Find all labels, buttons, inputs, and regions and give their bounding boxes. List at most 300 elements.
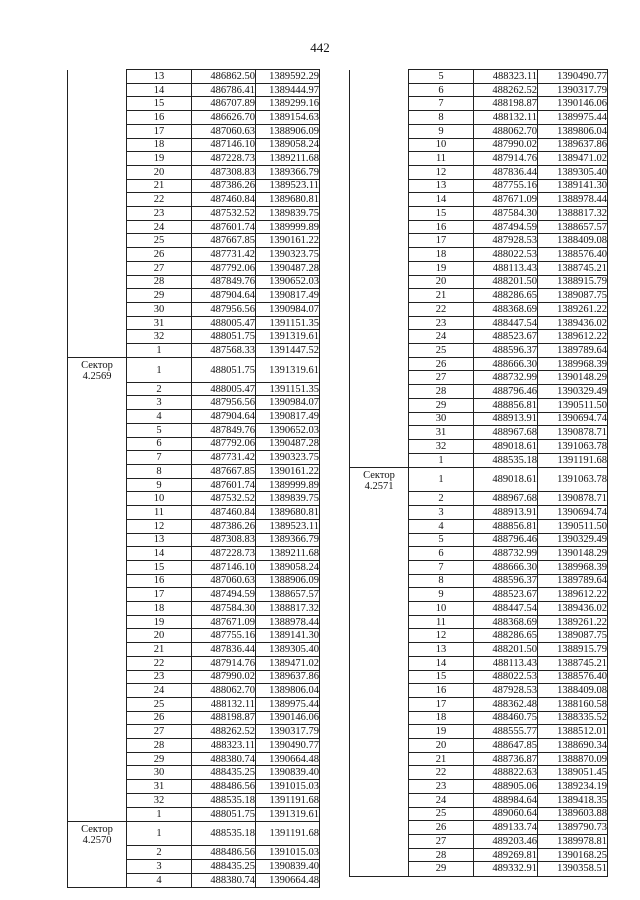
y-coordinate-cell: 1390487.28 [256,261,320,275]
x-coordinate-cell: 487228.73 [192,547,256,561]
table-row [68,316,320,330]
x-coordinate-cell: 487494.59 [192,588,256,602]
y-coordinate-cell: 1391015.03 [256,846,320,860]
sector-cell [350,848,409,862]
x-coordinate-cell: 487308.83 [192,533,256,547]
x-coordinate-cell: 487532.52 [192,492,256,506]
table-row [350,533,608,547]
y-coordinate-cell: 1389806.04 [256,684,320,698]
x-coordinate-cell: 487671.09 [474,193,538,207]
x-coordinate-cell: 487956.56 [192,302,256,316]
point-number-cell: 8 [409,574,474,588]
y-coordinate-cell: 1389211.68 [256,547,320,561]
point-number-cell: 26 [127,711,192,725]
sector-cell [350,766,409,780]
table-row [68,138,320,152]
point-number-cell: 22 [127,656,192,670]
point-number-cell: 15 [127,560,192,574]
table-row [350,111,608,125]
point-number-cell: 25 [127,234,192,248]
table-row [68,697,320,711]
x-coordinate-cell: 486707.89 [192,97,256,111]
y-coordinate-cell: 1391191.68 [256,793,320,807]
y-coordinate-cell: 1389999.89 [256,220,320,234]
point-number-cell: 1 [127,807,192,821]
point-number-cell: 13 [127,533,192,547]
table-row [68,821,320,846]
table-row [350,615,608,629]
sector-cell [350,656,409,670]
sector-cell [350,207,409,221]
x-coordinate-cell: 488113.43 [474,261,538,275]
sector-cell [68,588,127,602]
sector-cell [68,492,127,506]
x-coordinate-cell: 487731.42 [192,248,256,262]
point-number-cell: 28 [127,275,192,289]
sector-cell [350,275,409,289]
x-coordinate-cell: 487914.76 [192,656,256,670]
sector-cell [68,574,127,588]
y-coordinate-cell: 1388906.09 [256,124,320,138]
sector-cell [68,261,127,275]
x-coordinate-cell: 488362.48 [474,697,538,711]
y-coordinate-cell: 1388978.44 [538,193,608,207]
x-coordinate-cell: 488856.81 [474,519,538,533]
y-coordinate-cell: 1390148.29 [538,547,608,561]
x-coordinate-cell: 487601.74 [192,220,256,234]
sector-cell [350,547,409,561]
point-number-cell: 9 [127,478,192,492]
point-number-cell: 10 [409,602,474,616]
table-row [68,478,320,492]
y-coordinate-cell: 1389523.11 [256,179,320,193]
sector-cell [350,725,409,739]
table-row [350,344,608,358]
point-number-cell: 28 [409,848,474,862]
table-row [350,439,608,453]
x-coordinate-cell: 487755.16 [192,629,256,643]
sector-cell [68,111,127,125]
table-row [68,725,320,739]
table-row [68,165,320,179]
sector-cell [350,371,409,385]
y-coordinate-cell: 1390664.48 [256,873,320,887]
y-coordinate-cell: 1389680.81 [256,193,320,207]
table-row [68,451,320,465]
table-row [68,152,320,166]
x-coordinate-cell: 488523.67 [474,330,538,344]
point-number-cell: 23 [127,207,192,221]
y-coordinate-cell: 1389211.68 [256,152,320,166]
table-row [68,124,320,138]
table-row [68,766,320,780]
sector-cell [350,220,409,234]
sector-cell [350,385,409,399]
point-number-cell: 10 [409,138,474,152]
x-coordinate-cell: 488022.53 [474,248,538,262]
sector-cell [68,846,127,860]
point-number-cell: 16 [409,684,474,698]
x-coordinate-cell: 488201.50 [474,643,538,657]
sector-cell [350,412,409,426]
sector-cell [350,398,409,412]
table-row [350,752,608,766]
x-coordinate-cell: 487532.52 [192,207,256,221]
table-row [350,697,608,711]
point-number-cell: 32 [409,439,474,453]
y-coordinate-cell: 1390146.06 [538,97,608,111]
table-row [68,220,320,234]
point-number-cell: 5 [409,533,474,547]
y-coordinate-cell: 1389637.86 [256,670,320,684]
y-coordinate-cell: 1390984.07 [256,396,320,410]
table-row [68,207,320,221]
y-coordinate-cell: 1388745.21 [538,656,608,670]
sector-cell [68,793,127,807]
table-row [350,138,608,152]
y-coordinate-cell: 1389087.75 [538,289,608,303]
sector-cell [68,289,127,303]
sector-cell [68,670,127,684]
point-number-cell: 28 [127,739,192,753]
point-number-cell: 17 [127,588,192,602]
y-coordinate-cell: 1390317.79 [256,725,320,739]
table-row [68,437,320,451]
table-row [350,739,608,753]
point-number-cell: 20 [409,275,474,289]
sector-cell [68,396,127,410]
y-coordinate-cell: 1388817.32 [256,602,320,616]
x-coordinate-cell: 488380.74 [192,752,256,766]
y-coordinate-cell: 1389592.29 [256,70,320,84]
x-coordinate-cell: 488435.25 [192,859,256,873]
table-row [68,330,320,344]
sector-cell: Сектор 4.2569 [68,358,127,383]
y-coordinate-cell: 1391151.35 [256,382,320,396]
y-coordinate-cell: 1389305.40 [256,643,320,657]
point-number-cell: 18 [409,248,474,262]
y-coordinate-cell: 1388745.21 [538,261,608,275]
point-number-cell: 31 [127,780,192,794]
x-coordinate-cell: 487904.64 [192,410,256,424]
x-coordinate-cell: 488913.91 [474,412,538,426]
sector-cell [350,684,409,698]
table-row [68,111,320,125]
sector-cell [350,234,409,248]
y-coordinate-cell: 1389234.19 [538,780,608,794]
x-coordinate-cell: 487792.06 [192,261,256,275]
sector-cell [68,179,127,193]
y-coordinate-cell: 1390168.25 [538,848,608,862]
point-number-cell: 2 [409,492,474,506]
x-coordinate-cell: 488535.18 [192,793,256,807]
y-coordinate-cell: 1391447.52 [256,344,320,358]
sector-cell [350,70,409,84]
point-number-cell: 23 [409,316,474,330]
y-coordinate-cell: 1388870.09 [538,752,608,766]
x-coordinate-cell: 488736.87 [474,752,538,766]
point-number-cell: 30 [409,412,474,426]
point-number-cell: 3 [127,859,192,873]
x-coordinate-cell: 488368.69 [474,302,538,316]
point-number-cell: 9 [409,588,474,602]
sector-cell [350,248,409,262]
sector-cell [68,859,127,873]
table-row [350,426,608,440]
y-coordinate-cell: 1390878.71 [538,426,608,440]
sector-cell [350,124,409,138]
table-row [68,859,320,873]
y-coordinate-cell: 1388906.09 [256,574,320,588]
sector-cell [68,70,127,84]
point-number-cell: 27 [127,725,192,739]
y-coordinate-cell: 1390878.71 [538,492,608,506]
x-coordinate-cell: 488323.11 [474,70,538,84]
y-coordinate-cell: 1390329.49 [538,533,608,547]
table-row [350,152,608,166]
sector-cell [68,330,127,344]
point-number-cell: 21 [409,289,474,303]
table-row [350,385,608,399]
y-coordinate-cell: 1389418.35 [538,793,608,807]
table-row [350,234,608,248]
x-coordinate-cell: 487836.44 [474,165,538,179]
x-coordinate-cell: 487060.63 [192,124,256,138]
sector-cell [68,615,127,629]
x-coordinate-cell: 488286.65 [474,629,538,643]
table-row [350,848,608,862]
point-number-cell: 19 [127,615,192,629]
x-coordinate-cell: 488447.54 [474,316,538,330]
x-coordinate-cell: 487928.53 [474,234,538,248]
y-coordinate-cell: 1389436.02 [538,316,608,330]
sector-cell [68,506,127,520]
x-coordinate-cell: 487755.16 [474,179,538,193]
y-coordinate-cell: 1389637.86 [538,138,608,152]
sector-cell [350,261,409,275]
x-coordinate-cell: 488132.11 [192,697,256,711]
sector-cell [350,344,409,358]
x-coordinate-cell: 488198.87 [474,97,538,111]
table-row [350,165,608,179]
table-row [350,574,608,588]
table-row [68,560,320,574]
table-row [350,711,608,725]
sector-cell [350,83,409,97]
table-row [68,410,320,424]
y-coordinate-cell: 1388576.40 [538,248,608,262]
table-row [350,275,608,289]
x-coordinate-cell: 488913.91 [474,506,538,520]
point-number-cell: 7 [127,451,192,465]
sector-cell [68,752,127,766]
y-coordinate-cell: 1390161.22 [256,464,320,478]
sector-cell [350,330,409,344]
y-coordinate-cell: 1389471.02 [538,152,608,166]
y-coordinate-cell: 1389366.79 [256,533,320,547]
sector-cell [68,464,127,478]
table-row [68,547,320,561]
x-coordinate-cell: 488447.54 [474,602,538,616]
point-number-cell: 1 [127,344,192,358]
y-coordinate-cell: 1389789.64 [538,344,608,358]
sector-cell [350,739,409,753]
table-row [350,862,608,876]
y-coordinate-cell: 1391063.78 [538,439,608,453]
x-coordinate-cell: 489203.46 [474,834,538,848]
point-number-cell: 20 [127,165,192,179]
y-coordinate-cell: 1389141.30 [538,179,608,193]
y-coordinate-cell: 1391191.68 [256,821,320,846]
x-coordinate-cell: 488132.11 [474,111,538,125]
table-row [350,467,608,492]
sector-cell [350,138,409,152]
x-coordinate-cell: 488732.99 [474,547,538,561]
sector-cell [350,780,409,794]
point-number-cell: 14 [409,193,474,207]
y-coordinate-cell: 1390817.49 [256,289,320,303]
sector-cell [68,165,127,179]
point-number-cell: 15 [409,670,474,684]
point-number-cell: 24 [127,684,192,698]
point-number-cell: 7 [409,560,474,574]
sector-cell [350,533,409,547]
coordinates-table-left [67,69,320,888]
table-row [68,602,320,616]
x-coordinate-cell: 487228.73 [192,152,256,166]
table-row [350,602,608,616]
y-coordinate-cell: 1389978.81 [538,834,608,848]
y-coordinate-cell: 1388409.08 [538,234,608,248]
y-coordinate-cell: 1389051.45 [538,766,608,780]
y-coordinate-cell: 1388576.40 [538,670,608,684]
point-number-cell: 24 [127,220,192,234]
table-row [350,684,608,698]
y-coordinate-cell: 1391151.35 [256,316,320,330]
point-number-cell: 13 [127,70,192,84]
point-number-cell: 8 [127,464,192,478]
x-coordinate-cell: 487667.85 [192,234,256,248]
sector-cell [350,316,409,330]
sector-cell [68,807,127,821]
table-row [350,83,608,97]
table-row [350,725,608,739]
y-coordinate-cell: 1391319.61 [256,330,320,344]
x-coordinate-cell: 488856.81 [474,398,538,412]
point-number-cell: 17 [409,234,474,248]
point-number-cell: 30 [127,766,192,780]
x-coordinate-cell: 488051.75 [192,358,256,383]
sector-cell [350,834,409,848]
point-number-cell: 17 [409,697,474,711]
point-number-cell: 27 [409,834,474,848]
sector-cell [68,124,127,138]
sector-cell [68,478,127,492]
point-number-cell: 12 [409,165,474,179]
y-coordinate-cell: 1388409.08 [538,684,608,698]
y-coordinate-cell: 1390664.48 [256,752,320,766]
x-coordinate-cell: 487386.26 [192,519,256,533]
x-coordinate-cell: 487460.84 [192,506,256,520]
x-coordinate-cell: 488051.75 [192,807,256,821]
y-coordinate-cell: 1389261.22 [538,302,608,316]
sector-cell [68,519,127,533]
sector-cell [350,560,409,574]
point-number-cell: 25 [409,344,474,358]
point-number-cell: 17 [127,124,192,138]
y-coordinate-cell: 1389789.64 [538,574,608,588]
y-coordinate-cell: 1389975.44 [538,111,608,125]
table-row [350,302,608,316]
y-coordinate-cell: 1390323.75 [256,248,320,262]
y-coordinate-cell: 1391063.78 [538,467,608,492]
y-coordinate-cell: 1390358.51 [538,862,608,876]
point-number-cell: 13 [409,643,474,657]
point-number-cell: 21 [409,752,474,766]
x-coordinate-cell: 489060.64 [474,807,538,821]
point-number-cell: 4 [127,410,192,424]
y-coordinate-cell: 1390694.74 [538,506,608,520]
point-number-cell: 13 [409,179,474,193]
x-coordinate-cell: 489133.74 [474,821,538,835]
x-coordinate-cell: 488796.46 [474,533,538,547]
table-row [68,234,320,248]
y-coordinate-cell: 1390329.49 [538,385,608,399]
y-coordinate-cell: 1390487.28 [256,437,320,451]
sector-cell [350,711,409,725]
sector-cell [350,643,409,657]
sector-cell [350,697,409,711]
x-coordinate-cell: 487146.10 [192,560,256,574]
y-coordinate-cell: 1389806.04 [538,124,608,138]
sector-cell [68,725,127,739]
y-coordinate-cell: 1388915.79 [538,275,608,289]
sector-cell [350,152,409,166]
table-row [350,766,608,780]
point-number-cell: 28 [409,385,474,399]
x-coordinate-cell: 487836.44 [192,643,256,657]
y-coordinate-cell: 1390984.07 [256,302,320,316]
y-coordinate-cell: 1390652.03 [256,423,320,437]
y-coordinate-cell: 1389999.89 [256,478,320,492]
x-coordinate-cell: 488022.53 [474,670,538,684]
x-coordinate-cell: 487494.59 [474,220,538,234]
table-row [350,656,608,670]
sector-cell [68,220,127,234]
table-row [350,220,608,234]
sector-cell [350,670,409,684]
table-row [350,793,608,807]
sector-cell [68,560,127,574]
point-number-cell: 8 [409,111,474,125]
table-row [68,492,320,506]
x-coordinate-cell: 487146.10 [192,138,256,152]
y-coordinate-cell: 1389299.16 [256,97,320,111]
sector-cell [68,873,127,887]
x-coordinate-cell: 488198.87 [192,711,256,725]
y-coordinate-cell: 1389141.30 [256,629,320,643]
y-coordinate-cell: 1389471.02 [256,656,320,670]
y-coordinate-cell: 1389968.39 [538,560,608,574]
point-number-cell: 22 [409,302,474,316]
point-number-cell: 31 [409,426,474,440]
point-number-cell: 12 [127,519,192,533]
sector-cell [68,302,127,316]
sector-cell [350,357,409,371]
point-number-cell: 11 [409,615,474,629]
table-row [68,97,320,111]
sector-cell [350,179,409,193]
